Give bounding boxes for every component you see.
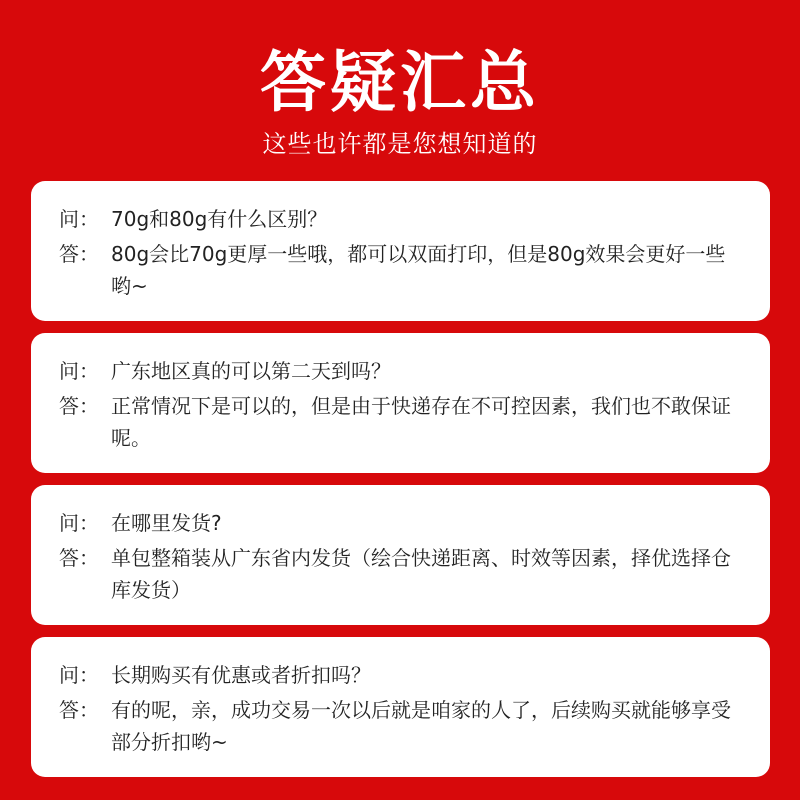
question-label: 问： — [59, 511, 99, 535]
answer-label: 答： — [59, 242, 99, 266]
answer-label: 答： — [59, 698, 99, 722]
faq-card — [31, 485, 770, 625]
question-label: 问： — [59, 207, 99, 231]
question-text: 70g和80g有什么区别？ — [111, 207, 328, 231]
question-row — [59, 659, 744, 691]
question-row — [59, 355, 744, 387]
page-subtitle: 这些也许都是您想知道的 — [262, 130, 538, 158]
question-text: 在哪里发货? — [111, 511, 222, 535]
answer-row — [59, 238, 744, 302]
question-text: 广东地区真的可以第二天到吗？ — [111, 359, 391, 383]
question-row — [59, 203, 744, 235]
question-row — [59, 507, 744, 539]
question-label: 问： — [59, 663, 99, 687]
answer-row — [59, 390, 744, 454]
page-header — [0, 0, 800, 170]
answer-row — [59, 542, 744, 606]
faq-card — [31, 333, 770, 473]
answer-text: 有的呢，亲，成功交易一次以后就是咱家的人了，后续购买就能够享受部分折扣哟~ — [111, 698, 731, 754]
faq-card — [31, 637, 770, 777]
answer-label: 答： — [59, 546, 99, 570]
question-text: 长期购买有优惠或者折扣吗？ — [111, 663, 371, 687]
answer-text: 单包整箱装从广东省内发货（绘合快递距离、时效等因素，择优选择仓库发货） — [111, 546, 731, 602]
faq-card — [31, 181, 770, 321]
answer-row — [59, 694, 744, 758]
answer-text: 正常情况下是可以的，但是由于快递存在不可控因素，我们也不敢保证呢。 — [111, 394, 731, 450]
page-title: 答疑汇总 — [260, 44, 540, 121]
question-label: 问： — [59, 359, 99, 383]
answer-label: 答： — [59, 394, 99, 418]
answer-text: 80g会比70g更厚一些哦，都可以双面打印，但是80g效果会更好一些哟~ — [111, 242, 726, 298]
